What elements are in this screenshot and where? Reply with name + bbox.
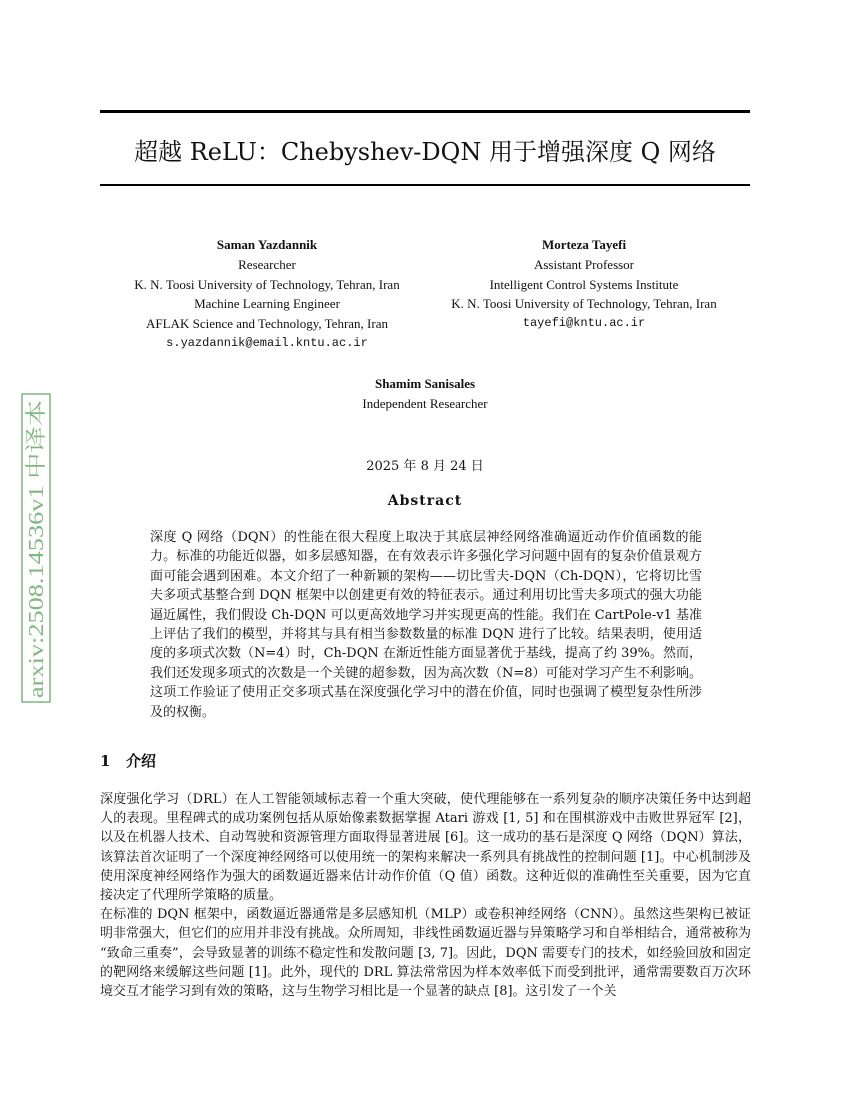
- title-top-rule: [100, 110, 750, 113]
- author-affiliation-line: K. N. Toosi University of Technology, Tehran, Iran: [451, 296, 717, 312]
- author-name: Saman Yazdannik: [216, 237, 318, 252]
- section-title: 介绍: [126, 752, 157, 770]
- paper-title: 超越 ReLU：Chebyshev-DQN 用于增强深度 Q 网络: [134, 138, 716, 166]
- author-block-2: [414, 235, 754, 334]
- author-affiliation-line: AFLAK Science and Technology, Tehran, Iran: [146, 316, 388, 332]
- arxiv-identifier-stamp[interactable]: [21, 393, 51, 703]
- section-body: [100, 790, 751, 1001]
- body-paragraph: 在标准的 DQN 框架中，函数逼近器通常是多层感知机（MLP）或卷积神经网络（CNN）。虽然这些架构已被证明非常强大，但它们的应用并非没有挑战。众所周知，非线性函数逼近器与异策略学习和自举相结合，通常被称为 “致命三重奏”，会导致显著的训练不稳定性和发散问题 [3, 7]。因此，DQN 需要专门的技术，如经验回放和固定的靶网络来缓解这些问题 [1]。此外，现代的 DRL 算法常常因为样本效率低下而受到批评，通常需要数百万次环境交互才能学习到有效的策略，这与生物学习相比是一个显著的缺点 [8]。这引发了一个关: [100, 907, 751, 1000]
- author-name: Shamim Sanisales: [374, 376, 476, 391]
- author-affiliation-line: Intelligent Control Systems Institute: [489, 276, 679, 292]
- author-email[interactable]: s.yazdannik@email.kntu.ac.ir: [166, 335, 368, 350]
- author-block-3: [255, 374, 595, 414]
- body-paragraph: 深度强化学习（DRL）在人工智能领域标志着一个重大突破，使代理能够在一系列复杂的顺序决策任务中达到超人的表现。里程碑式的成功案例包括从原始像素数据掌握 Atari 游戏 [1, 5] 和在围棋游戏中击败世界冠军 [2]，以及在机器人技术、自动驾驶和资源管理方面取得显著进展 [6]。这一成功的基石是深度 Q 网络（DQN）算法，该算法首次证明了一个深度神经网络可以使用统一的架构来解决一系列具有挑战性的控制问题 [1]。中心机制涉及使用深度神经网络作为强大的函数逼近器来估计动作价值（Q 值）函数。这种近似的准确性至关重要，因为它直接决定了代理所学策略的质量。: [100, 792, 751, 904]
- author-affiliation-line: Assistant Professor: [533, 256, 635, 272]
- author-affiliation-line: Researcher: [238, 256, 296, 272]
- title-bottom-rule: [100, 184, 750, 186]
- author-block-1: [97, 235, 437, 354]
- abstract-heading: Abstract: [387, 493, 463, 509]
- section-heading: [100, 750, 156, 771]
- abstract-body: 深度 Q 网络（DQN）的性能在很大程度上取决于其底层神经网络准确逼近动作价值函数的能力。标准的功能近似器，如多层感知器，在有效表示许多强化学习问题中固有的复杂价值景观方面可能会遇到困难。本文介绍了一种新颖的架构——切比雪夫-DQN（Ch-DQN），它将切比雪夫多项式基整合到 DQN 框架中以创建更有效的特征表示。通过利用切比雪夫多项式的强大功能逼近属性，我们假设 Ch-DQN 可以更高效地学习并实现更高的性能。我们在 CartPole-v1 基准上评估了我们的模型，并将其与具有相当参数数量的标准 DQN 进行了比较。结果表明，使用适度的多项式次数（N=4）时，Ch-DQN 在渐近性能方面显著优于基线，提高了约 39%。然而，我们还发现多项式的次数是一个关键的超参数，因为高次数（N=8）可能对学习产生不利影响。这项工作验证了使用正交多项式基在深度强化学习中的潜在价值，同时也强调了模型复杂性所涉及的权衡。: [150, 530, 702, 720]
- author-email[interactable]: tayefi@kntu.ac.ir: [522, 316, 646, 331]
- author-affiliation-line: K. N. Toosi University of Technology, Tehran, Iran: [134, 276, 400, 292]
- author-affiliation-line: Machine Learning Engineer: [194, 296, 340, 312]
- stamp-text: arxiv:2508.14536v1 中译本: [24, 460, 48, 698]
- author-name: Morteza Tayefi: [541, 237, 627, 252]
- paper-date: 2025 年 8 月 24 日: [366, 459, 484, 474]
- section-number: 1: [100, 752, 111, 770]
- author-affiliation-line: Independent Researcher: [362, 395, 488, 411]
